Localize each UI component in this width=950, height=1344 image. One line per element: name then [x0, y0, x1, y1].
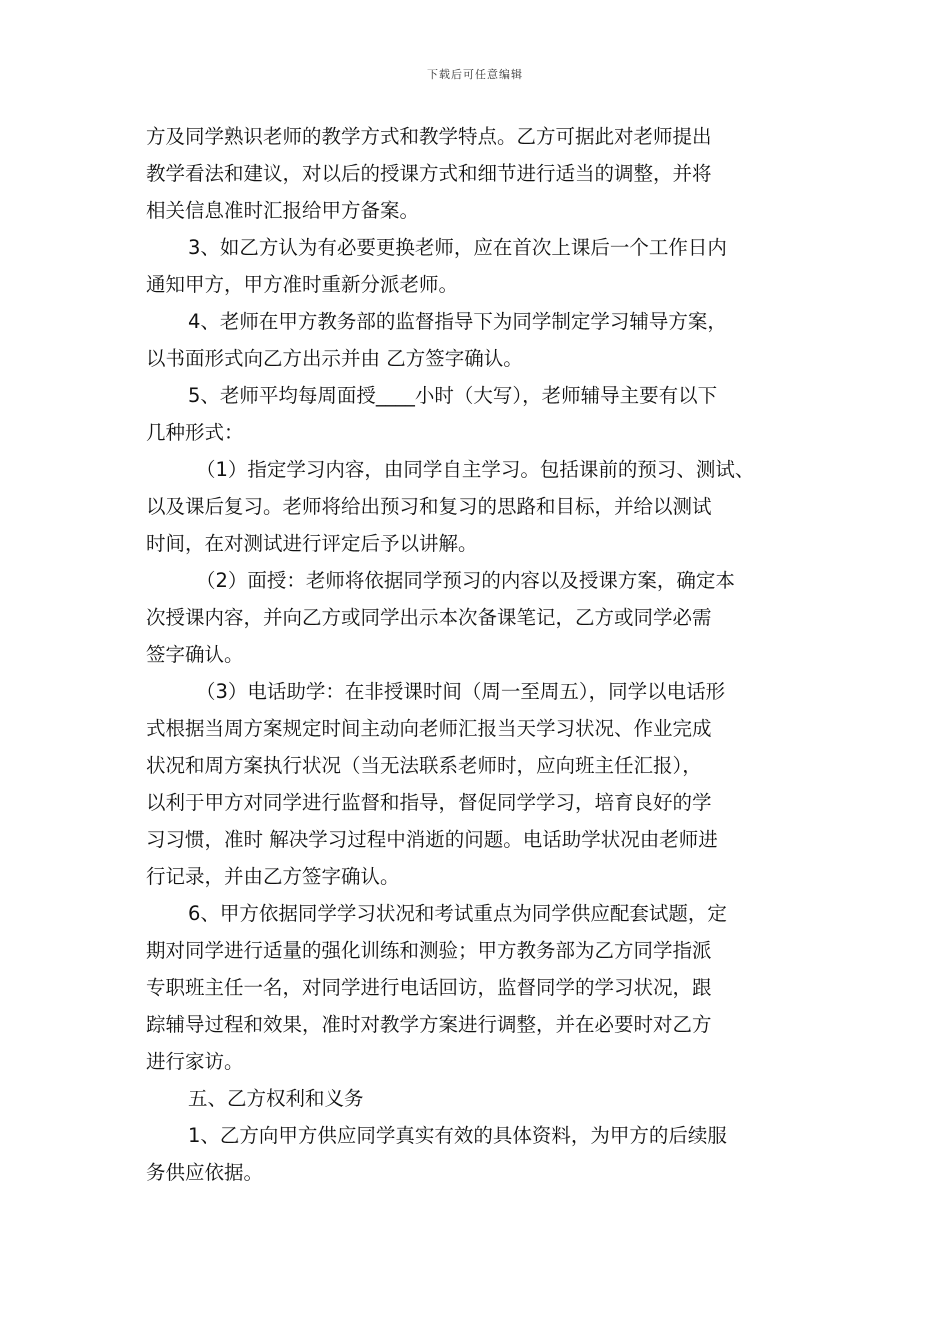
text-line: 方及同学熟识老师的教学方式和教学特点。乙方可据此对老师提出	[146, 125, 712, 148]
text-line: 进行家访。	[146, 1050, 244, 1073]
text-line: 5、老师平均每周面授____小时（大写），老师辅导主要有以下	[188, 384, 718, 407]
text-line: 相关信息准时汇报给甲方备案。	[146, 199, 420, 222]
text-line: 几种形式：	[146, 421, 244, 444]
text-line: 以利于甲方对同学进行监督和指导，督促同学学习，培育良好的学	[146, 791, 712, 814]
text-line: 期对同学进行适量的强化训练和测验；甲方教务部为乙方同学指派	[146, 939, 712, 962]
text-line: 式根据当周方案规定时间主动向老师汇报当天学习状况、作业完成	[146, 717, 712, 740]
text-line: 时间，在对测试进行评定后予以讲解。	[146, 532, 478, 555]
text-line: 通知甲方，甲方准时重新分派老师。	[146, 273, 459, 296]
document-body	[146, 118, 811, 1191]
text-line: 务供应依据。	[146, 1161, 264, 1184]
text-line: 踪辅导过程和效果，准时对教学方案进行调整，并在必要时对乙方	[146, 1013, 712, 1036]
text-line: （3）电话助学：在非授课时间（周一至周五），同学以电话形	[196, 680, 726, 703]
text-line: 以及课后复习。老师将给出预习和复习的思路和目标，并给以测试	[146, 495, 712, 518]
text-line: 1、乙方向甲方供应同学真实有效的具体资料，为甲方的后续服	[188, 1124, 727, 1147]
text-line: （2）面授：老师将依据同学预习的内容以及授课方案，确定本	[196, 569, 735, 592]
text-line: 次授课内容，并向乙方或同学出示本次备课笔记，乙方或同学必需	[146, 606, 712, 629]
text-line: 习习惯，准时 解决学习过程中消逝的问题。电话助学状况由老师进	[146, 828, 718, 851]
page-header: 下载后可任意编辑	[427, 68, 523, 81]
text-line: 状况和周方案执行状况（当无法联系老师时，应向班主任汇报），	[146, 754, 702, 777]
text-line: 以书面形式向乙方出示并由 乙方签字确认。	[146, 347, 523, 370]
text-line: 行记录，并由乙方签字确认。	[146, 865, 400, 888]
section-heading: 五、乙方权利和义务	[188, 1087, 364, 1110]
text-line: 3、如乙方认为有必要更换老师，应在首次上课后一个工作日内	[188, 236, 727, 259]
text-line: 签字确认。	[146, 643, 244, 666]
text-line: 4、老师在甲方教务部的监督指导下为同学制定学习辅导方案，	[188, 310, 727, 333]
text-line: 专职班主任一名，对同学进行电话回访，监督同学的学习状况，跟	[146, 976, 712, 999]
text-line: （1）指定学习内容，由同学自主学习。包括课前的预习、测试、	[196, 458, 755, 481]
text-line: 6、甲方依据同学学习状况和考试重点为同学供应配套试题，定	[188, 902, 727, 925]
text-line: 教学看法和建议，对以后的授课方式和细节进行适当的调整，并将	[146, 162, 712, 185]
